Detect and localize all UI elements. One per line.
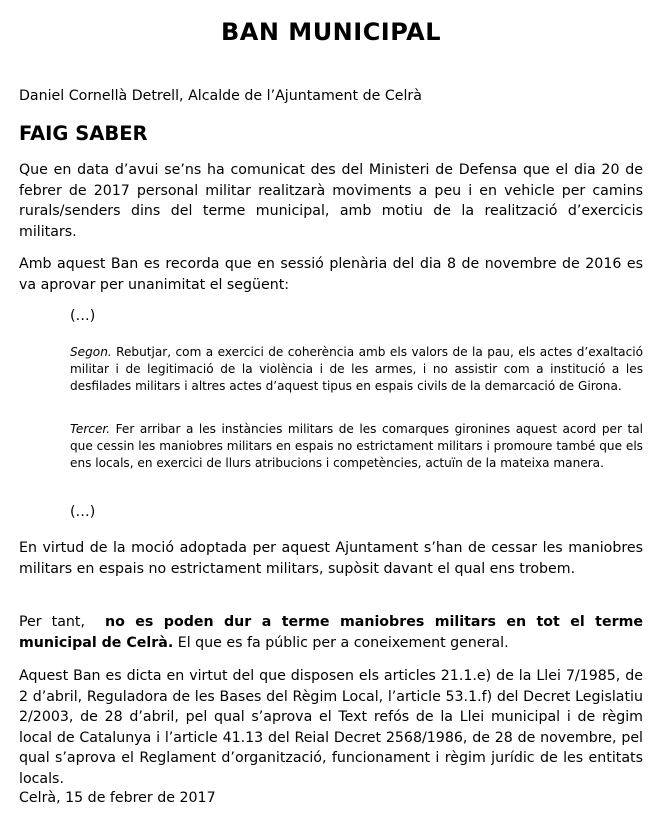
- prohibition-prefix: Per tant,: [19, 614, 105, 630]
- paragraph-legal-basis: Aquest Ban es dicta en virtut del que disposen els articles 21.1.e) de la Llei 7/1985, de 2 d’abril, Reguladora de les Bases del Règim Local, l’article 53.1.f) del Decret Legislatiu 2/2003, de 28 d’abril, pel qual s’aprova el Text refós de la Llei municipal i de règim local de Catalunya i l’article 41.13 del Reial Decret 2568/1986, de 28 de novembre, pel qual s’aprova el Reglament d’organització, funcionament i règim jurídic de les entitats locals.: [19, 668, 643, 787]
- ellipsis-top: (…): [70, 308, 96, 324]
- signature-date: Celrà, 15 de febrer de 2017: [19, 790, 216, 806]
- page-title: BAN MUNICIPAL: [221, 18, 441, 46]
- prohibition-suffix: El que es fa públic per a coneixement general.: [173, 634, 509, 651]
- prohibition-bold: no es poden dur a terme maniobres militars en tot el terme municipal de Celrà.: [19, 614, 643, 651]
- quote-segon-text: Rebutjar, com a exercici de coherència amb els valors de la pau, els actes d’exaltació militar i de legitimació de la violència i de les armes, i no assistir com a institució a les desfilades militars i altres actes d’aquest tipus en espais civils de la demarcació de Girona.: [70, 345, 643, 393]
- section-heading: FAIG SABER: [19, 122, 148, 145]
- quote-tercer-label: Tercer.: [70, 422, 111, 436]
- paragraph-plenary: Amb aquest Ban es recorda que en sessió plenària del dia 8 de novembre de 2016 es va aprovar per unanimitat el següent:: [19, 256, 643, 293]
- quote-tercer-text: Fer arribar a les instàncies militars de les comarques gironines aquest acord per tal que cessin les maniobres militars en espais no estrictament militars i promoure també que els ens locals, en exercici de llurs atribucions i competències, actuïn de la mateixa manera.: [70, 422, 643, 470]
- quote-segon-label: Segon.: [70, 345, 112, 359]
- paragraph-motion: En virtud de la moció adoptada per aquest Ajuntament s’han de cessar les maniobres militars en espais no estrictament militars, supòsit davant el qual ens trobem.: [19, 540, 643, 577]
- paragraph-notice: Que en data d’avui se’ns ha comunicat des del Ministeri de Defensa que el dia 20 de febrer de 2017 personal militar realitzarà moviments a peu i en vehicle per camins rurals/senders dins del terme municipal, amb motiu de la realització d’exercicis militars.: [19, 162, 643, 240]
- ellipsis-bottom: (…): [70, 504, 96, 520]
- quote-tercer: [70, 421, 643, 471]
- quote-segon: [70, 344, 643, 394]
- paragraph-prohibition: [19, 612, 643, 653]
- author-line: Daniel Cornellà Detrell, Alcalde de l’Ajuntament de Celrà: [19, 88, 422, 104]
